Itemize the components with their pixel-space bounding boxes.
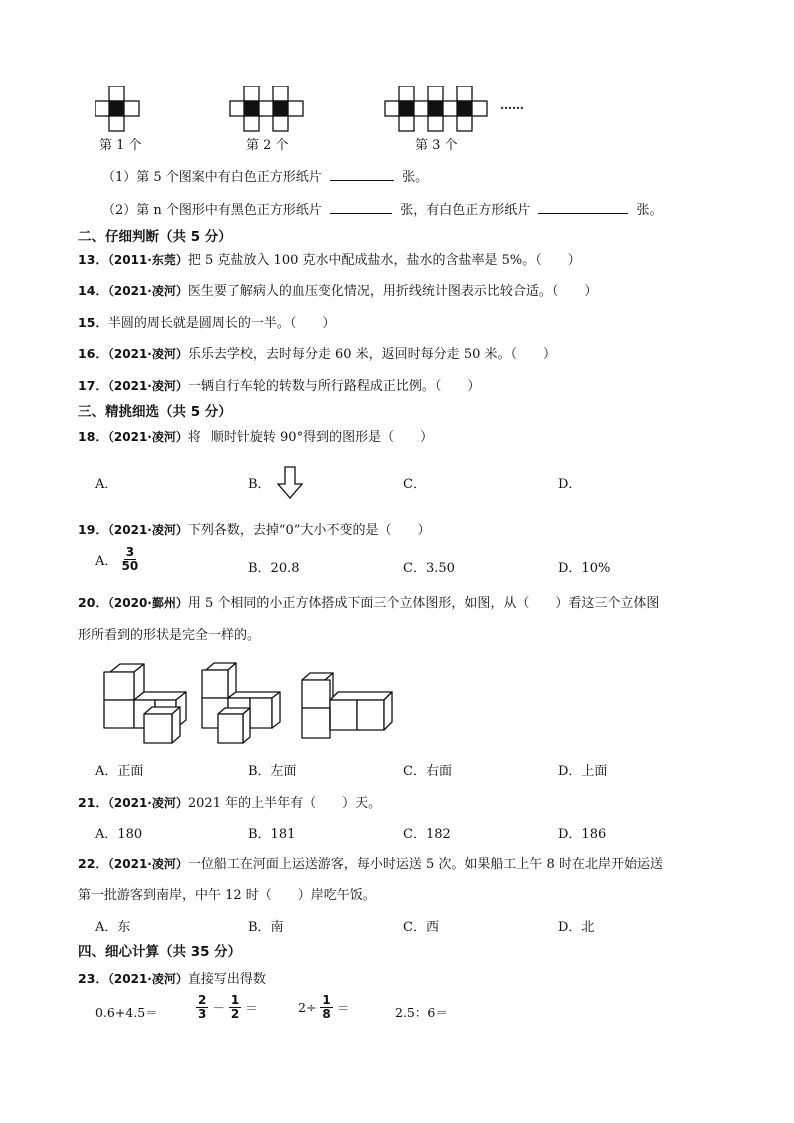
q14-number: 14．	[78, 283, 108, 298]
q18-number: 18．	[78, 429, 108, 444]
q12-sub2-blank-black[interactable]	[330, 201, 392, 214]
fraction-numerator: 3	[125, 545, 135, 559]
fraction-numerator: 1	[322, 993, 331, 1007]
q12-sub1-suffix: 张。	[402, 170, 429, 185]
q12-sub2-text: （2）第 n 个图形中有黑色正方形纸片	[102, 203, 322, 218]
question-20	[78, 592, 659, 611]
q21-option-d[interactable]: D．186	[558, 827, 607, 842]
q22-option-a[interactable]: A．东	[95, 920, 131, 935]
q19-text: 下列各数，去掉“0”大小不变的是（ ）	[187, 523, 431, 538]
q20-option-b[interactable]: B．左面	[248, 764, 297, 779]
pattern-ellipsis: ……	[500, 98, 524, 112]
q12-sub1-blank[interactable]	[330, 168, 394, 181]
q12-sub2-blank-white[interactable]	[538, 201, 628, 214]
section-3-title: 三、精挑细选（共 5 分）	[78, 404, 232, 420]
question-16	[78, 343, 556, 362]
q13-text: 把 5 克盐放入 100 克水中配成盐水，盐水的含盐率是 5%。（ ）	[187, 253, 581, 268]
expr-3-prefix: 2÷	[298, 1000, 317, 1015]
q16-source: （2021·凌河）	[107, 347, 188, 361]
pattern-label-1: 第 1 个	[99, 138, 142, 153]
down-arrow-icon	[277, 466, 305, 500]
q12-sub2-suffix: 张。	[636, 203, 663, 218]
q22-text-line2: 第一批游客到南岸，中午 12 时（ ）岸吃午饭。	[78, 888, 376, 903]
q12-sub1-text: （1）第 5 个图案中有白色正方形纸片	[102, 170, 322, 185]
question-23	[78, 968, 266, 987]
question-22	[78, 853, 663, 872]
q21-number: 21．	[78, 795, 108, 810]
section-2-title: 二、仔细判断（共 5 分）	[78, 229, 232, 245]
q20-text-line1: 用 5 个相同的小正方体搭成下面三个立体图形，如图，从（ ）看这三个立体图	[187, 596, 660, 611]
q14-text: 医生要了解病人的血压变化情况，用折线统计图表示比较合适。（ ）	[187, 284, 598, 299]
q23-expr-4: 2.5：6＝	[395, 1005, 448, 1020]
equals-sign: ＝	[245, 1000, 258, 1016]
question-19	[78, 519, 430, 538]
q20-source: （2020·鄞州）	[107, 596, 188, 610]
q22-number: 22．	[78, 856, 108, 871]
q15-number: 15．	[78, 315, 108, 330]
fraction-denominator: 3	[198, 1007, 207, 1021]
q20-number: 20．	[78, 595, 108, 610]
q12-sub2	[102, 199, 663, 218]
cube-figure-2	[202, 663, 280, 743]
q19-option-a-label: A．	[95, 554, 118, 569]
q23-text: 直接写出得数	[187, 972, 266, 987]
q13-number: 13．	[78, 252, 108, 267]
q19-number: 19．	[78, 522, 108, 537]
section-4-title: 四、细心计算（共 35 分）	[78, 944, 242, 960]
fraction-numerator: 1	[230, 993, 240, 1007]
q21-text: 2021 年的上半年有（ ）天。	[187, 796, 382, 811]
minus-sign: －	[212, 1000, 225, 1016]
q21-source: （2021·凌河）	[107, 796, 188, 810]
q18-source: （2021·凌河）	[107, 430, 188, 444]
pattern-figure-3	[385, 86, 487, 131]
pattern-label-2: 第 2 个	[246, 138, 289, 153]
q12-sub2-mid: 张，有白色正方形纸片	[400, 203, 531, 218]
q18-option-b[interactable]: B．	[248, 477, 271, 492]
fraction-denominator: 50	[121, 559, 139, 573]
question-15	[78, 312, 335, 331]
q19-option-b[interactable]: B．20.8	[248, 561, 300, 576]
q20-text-line2: 形所看到的形状是完全一样的。	[78, 628, 261, 643]
equals-sign: ＝	[336, 1000, 350, 1016]
question-13	[78, 249, 581, 268]
q21-option-a[interactable]: A．180	[95, 827, 143, 842]
q19-option-a[interactable]	[95, 546, 138, 573]
q17-source: （2021·凌河）	[107, 379, 188, 393]
q18-option-c[interactable]: C．	[403, 477, 426, 492]
q12-sub1	[102, 166, 428, 185]
pattern-label-3: 第 3 个	[415, 138, 458, 153]
q22-source: （2021·凌河）	[107, 857, 188, 871]
q13-source: （2011·东莞）	[107, 253, 188, 267]
fraction-denominator: 2	[230, 1007, 240, 1021]
cube-figure-1	[104, 664, 186, 743]
cube-figures	[100, 660, 400, 746]
q16-text: 乐乐去学校，去时每分走 60 米，返回时每分走 50 米。（ ）	[187, 347, 556, 362]
q23-expr-2	[196, 994, 258, 1021]
tile-pattern-figures	[95, 86, 555, 134]
q15-text: 半圆的周长就是圆周长的一半。（ ）	[107, 316, 336, 331]
q21-option-c[interactable]: C．182	[403, 827, 451, 842]
q23-expr-1: 0.6+4.5＝	[95, 1005, 158, 1020]
q17-number: 17．	[78, 378, 108, 393]
q19-option-d[interactable]: D．10%	[558, 561, 611, 576]
q18-option-a[interactable]: A．	[95, 477, 118, 492]
q20-option-d[interactable]: D．上面	[558, 764, 608, 779]
q17-text: 一辆自行车轮的转数与所行路程成正比例。（ ）	[187, 379, 481, 394]
question-18	[78, 426, 433, 445]
q18-text-a: 将	[187, 430, 201, 445]
q23-number: 23．	[78, 971, 108, 986]
question-14	[78, 280, 597, 299]
q20-option-a[interactable]: A．正面	[95, 764, 144, 779]
q22-option-b[interactable]: B．南	[248, 920, 284, 935]
fraction-denominator: 8	[322, 1007, 331, 1021]
question-17	[78, 375, 480, 394]
q20-option-c[interactable]: C．右面	[403, 764, 452, 779]
q18-text-b: 顺时针旋转 90°得到的图形是（ ）	[210, 430, 434, 445]
q22-option-d[interactable]: D．北	[558, 920, 595, 935]
fraction-numerator: 2	[198, 993, 207, 1007]
q19-option-c[interactable]: C．3.50	[403, 561, 455, 576]
q16-number: 16．	[78, 346, 108, 361]
question-21	[78, 792, 381, 811]
pattern-figure-1	[95, 86, 139, 131]
q14-source: （2021·凌河）	[107, 284, 188, 298]
q22-text-line1: 一位船工在河面上运送游客，每小时运送 5 次。如果船工上午 8 时在北岸开始运送	[187, 857, 663, 872]
q19-option-a-fraction	[122, 546, 139, 573]
q18-option-d[interactable]: D．	[558, 477, 582, 492]
cube-figure-3	[302, 673, 392, 738]
q19-source: （2021·凌河）	[107, 523, 188, 537]
q22-option-c[interactable]: C．西	[403, 920, 439, 935]
pattern-figure-2	[230, 86, 303, 131]
q23-expr-3	[298, 994, 349, 1021]
q23-source: （2021·凌河）	[107, 972, 188, 986]
q21-option-b[interactable]: B．181	[248, 827, 296, 842]
